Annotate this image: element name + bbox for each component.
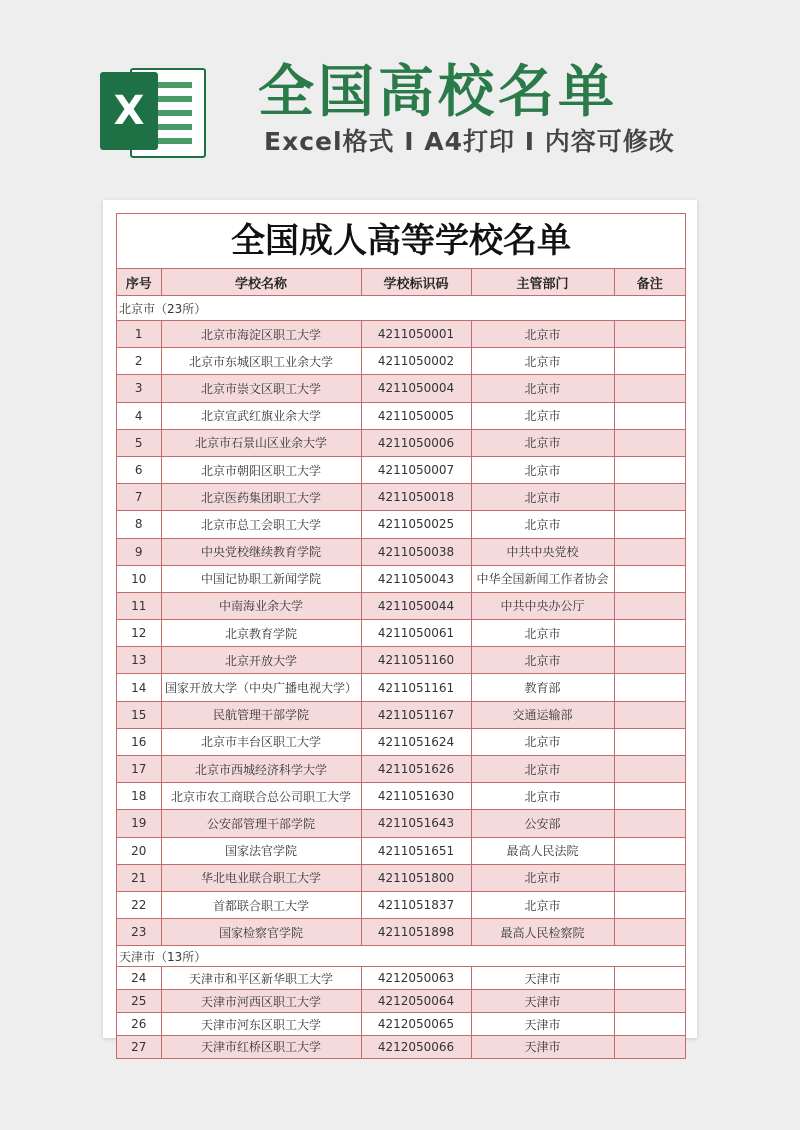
table-cell: 4211050044 <box>361 592 471 619</box>
table-cell <box>614 864 685 891</box>
table-cell: 4211051898 <box>361 919 471 946</box>
table-cell: 华北电业联合职工大学 <box>161 864 361 891</box>
table-cell: 4211051626 <box>361 756 471 783</box>
table-row <box>117 756 685 783</box>
table-cell: 4212050063 <box>361 967 471 990</box>
table-cell: 22 <box>117 891 161 918</box>
table-cell: 4212050065 <box>361 1013 471 1036</box>
table-cell: 6 <box>117 456 161 483</box>
table-cell: 17 <box>117 756 161 783</box>
table-cell: 北京市 <box>471 756 614 783</box>
table-cell: 最高人民法院 <box>471 837 614 864</box>
table-cell: 北京市 <box>471 783 614 810</box>
table-cell: 21 <box>117 864 161 891</box>
table-cell: 最高人民检察院 <box>471 919 614 946</box>
table-row <box>117 484 685 511</box>
table-row <box>117 375 685 402</box>
table-cell: 4211051160 <box>361 647 471 674</box>
header-cell: 学校名称 <box>161 269 361 296</box>
table-row <box>117 783 685 810</box>
table-cell <box>614 810 685 837</box>
table-row <box>117 429 685 456</box>
table-cell: 北京市 <box>471 647 614 674</box>
table-cell: 19 <box>117 810 161 837</box>
table-cell: 天津市 <box>471 967 614 990</box>
table-cell: 国家检察官学院 <box>161 919 361 946</box>
table-cell: 1 <box>117 321 161 348</box>
table-row <box>117 1013 685 1036</box>
table-cell: 北京市农工商联合总公司职工大学 <box>161 783 361 810</box>
table-cell: 北京市崇文区职工大学 <box>161 375 361 402</box>
table-cell: 北京市 <box>471 375 614 402</box>
table-cell: 天津市河西区职工大学 <box>161 990 361 1013</box>
table-cell: 北京市 <box>471 402 614 429</box>
table-cell: 18 <box>117 783 161 810</box>
table-cell: 北京医药集团职工大学 <box>161 484 361 511</box>
table-cell: 4212050066 <box>361 1035 471 1058</box>
table-row <box>117 620 685 647</box>
table-cell: 北京市 <box>471 348 614 375</box>
table-cell: 4211051837 <box>361 891 471 918</box>
header-cell: 序号 <box>117 269 161 296</box>
table-row <box>117 321 685 348</box>
table-cell: 4211050006 <box>361 429 471 456</box>
table-row <box>117 728 685 755</box>
table-cell: 北京市 <box>471 321 614 348</box>
table-row <box>117 891 685 918</box>
table-cell <box>614 402 685 429</box>
table-row <box>117 1035 685 1058</box>
table-cell: 中共中央办公厅 <box>471 592 614 619</box>
table-cell: 11 <box>117 592 161 619</box>
excel-badge: X <box>100 72 158 150</box>
header-row <box>117 269 685 296</box>
table-cell <box>614 756 685 783</box>
table-cell: 北京宣武红旗业余大学 <box>161 402 361 429</box>
table-cell: 4211050002 <box>361 348 471 375</box>
table-cell: 4211050018 <box>361 484 471 511</box>
table-cell <box>614 990 685 1013</box>
table-cell: 12 <box>117 620 161 647</box>
table-cell: 天津市河东区职工大学 <box>161 1013 361 1036</box>
table-row <box>117 402 685 429</box>
table-cell: 4 <box>117 402 161 429</box>
table-cell <box>614 456 685 483</box>
table-cell <box>614 728 685 755</box>
table-cell: 天津市 <box>471 1035 614 1058</box>
table-cell: 15 <box>117 701 161 728</box>
table-cell: 4211050038 <box>361 538 471 565</box>
table-cell <box>614 538 685 565</box>
sheet-title: 全国成人高等学校名单 <box>117 214 685 269</box>
banner-title: 全国高校名单 <box>258 60 618 125</box>
table-cell: 北京开放大学 <box>161 647 361 674</box>
table-cell <box>614 592 685 619</box>
table-cell <box>614 321 685 348</box>
table-cell: 20 <box>117 837 161 864</box>
table-cell: 4211051161 <box>361 674 471 701</box>
table-cell: 4211050001 <box>361 321 471 348</box>
table-cell: 5 <box>117 429 161 456</box>
table-cell <box>614 375 685 402</box>
table-cell <box>614 429 685 456</box>
table-row <box>117 647 685 674</box>
table-cell: 4211050025 <box>361 511 471 538</box>
table-cell: 公安部 <box>471 810 614 837</box>
table-cell: 教育部 <box>471 674 614 701</box>
table-cell: 北京市丰台区职工大学 <box>161 728 361 755</box>
excel-icon <box>100 62 206 160</box>
table-cell: 北京市朝阳区职工大学 <box>161 456 361 483</box>
table-cell: 4211050061 <box>361 620 471 647</box>
table-cell <box>614 891 685 918</box>
table-cell <box>614 1035 685 1058</box>
table-cell: 14 <box>117 674 161 701</box>
table-cell: 4211051800 <box>361 864 471 891</box>
table-cell: 中华全国新闻工作者协会 <box>471 565 614 592</box>
table-cell: 北京市东城区职工业余大学 <box>161 348 361 375</box>
table-cell: 中南海业余大学 <box>161 592 361 619</box>
table-cell: 13 <box>117 647 161 674</box>
table-cell: 4211050043 <box>361 565 471 592</box>
table-cell <box>614 620 685 647</box>
table-cell: 公安部管理干部学院 <box>161 810 361 837</box>
table-cell <box>614 967 685 990</box>
table-cell <box>614 701 685 728</box>
table-cell: 北京市 <box>471 511 614 538</box>
table-row <box>117 701 685 728</box>
table-cell: 北京市 <box>471 620 614 647</box>
table-row <box>117 990 685 1013</box>
table-row <box>117 511 685 538</box>
table-cell: 北京市 <box>471 891 614 918</box>
table-row <box>117 864 685 891</box>
table-cell: 4211051651 <box>361 837 471 864</box>
table-cell: 交通运输部 <box>471 701 614 728</box>
table-cell: 天津市 <box>471 1013 614 1036</box>
table-cell: 中共中央党校 <box>471 538 614 565</box>
header-cell: 主管部门 <box>471 269 614 296</box>
table-cell: 4211051167 <box>361 701 471 728</box>
table-cell <box>614 919 685 946</box>
table-cell <box>614 511 685 538</box>
table-row <box>117 919 685 946</box>
table-cell <box>614 674 685 701</box>
table-cell <box>614 484 685 511</box>
table-row <box>117 456 685 483</box>
table-cell: 8 <box>117 511 161 538</box>
table-cell: 25 <box>117 990 161 1013</box>
table-row <box>117 837 685 864</box>
table-cell: 4211051624 <box>361 728 471 755</box>
table-cell <box>614 647 685 674</box>
table-cell: 26 <box>117 1013 161 1036</box>
table-cell: 23 <box>117 919 161 946</box>
table-cell <box>614 837 685 864</box>
section-row <box>117 296 685 321</box>
table-row <box>117 592 685 619</box>
table-cell: 16 <box>117 728 161 755</box>
table-cell: 北京市总工会职工大学 <box>161 511 361 538</box>
table-cell: 27 <box>117 1035 161 1058</box>
table-cell: 北京市西城经济科学大学 <box>161 756 361 783</box>
section-label: 天津市（13所） <box>117 946 685 967</box>
header-cell: 学校标识码 <box>361 269 471 296</box>
table-cell: 3 <box>117 375 161 402</box>
table-cell <box>614 348 685 375</box>
table-cell: 北京市海淀区职工大学 <box>161 321 361 348</box>
table-cell: 天津市 <box>471 990 614 1013</box>
table-cell: 国家开放大学（中央广播电视大学） <box>161 674 361 701</box>
table-cell: 4211051643 <box>361 810 471 837</box>
table-row <box>117 810 685 837</box>
table-row <box>117 565 685 592</box>
table-row <box>117 674 685 701</box>
header-cell: 备注 <box>614 269 685 296</box>
table-cell: 天津市红桥区职工大学 <box>161 1035 361 1058</box>
table-cell: 24 <box>117 967 161 990</box>
section-row <box>117 946 685 967</box>
table-cell: 10 <box>117 565 161 592</box>
school-list-sheet <box>116 213 686 1059</box>
table-cell: 中央党校继续教育学院 <box>161 538 361 565</box>
table-row <box>117 967 685 990</box>
table-cell: 天津市和平区新华职工大学 <box>161 967 361 990</box>
table-cell: 4211050007 <box>361 456 471 483</box>
table-cell: 2 <box>117 348 161 375</box>
table-cell: 中国记协职工新闻学院 <box>161 565 361 592</box>
table-row <box>117 348 685 375</box>
table-cell: 4211051630 <box>361 783 471 810</box>
table-row <box>117 538 685 565</box>
table-cell: 北京市石景山区业余大学 <box>161 429 361 456</box>
table-cell <box>614 565 685 592</box>
banner-subtitle: Excel格式 I A4打印 I 内容可修改 <box>264 127 675 156</box>
section-label: 北京市（23所） <box>117 296 685 321</box>
table-cell: 首都联合职工大学 <box>161 891 361 918</box>
table-cell: 国家法官学院 <box>161 837 361 864</box>
banner <box>0 0 800 200</box>
table-cell: 7 <box>117 484 161 511</box>
table-cell: 北京市 <box>471 728 614 755</box>
table-cell: 北京市 <box>471 484 614 511</box>
school-table <box>117 269 685 1059</box>
table-cell: 4211050005 <box>361 402 471 429</box>
table-cell: 北京市 <box>471 429 614 456</box>
table-cell: 民航管理干部学院 <box>161 701 361 728</box>
table-cell: 北京教育学院 <box>161 620 361 647</box>
table-cell: 9 <box>117 538 161 565</box>
table-cell: 北京市 <box>471 456 614 483</box>
table-cell <box>614 783 685 810</box>
table-cell <box>614 1013 685 1036</box>
table-cell: 4212050064 <box>361 990 471 1013</box>
table-cell: 4211050004 <box>361 375 471 402</box>
table-cell: 北京市 <box>471 864 614 891</box>
